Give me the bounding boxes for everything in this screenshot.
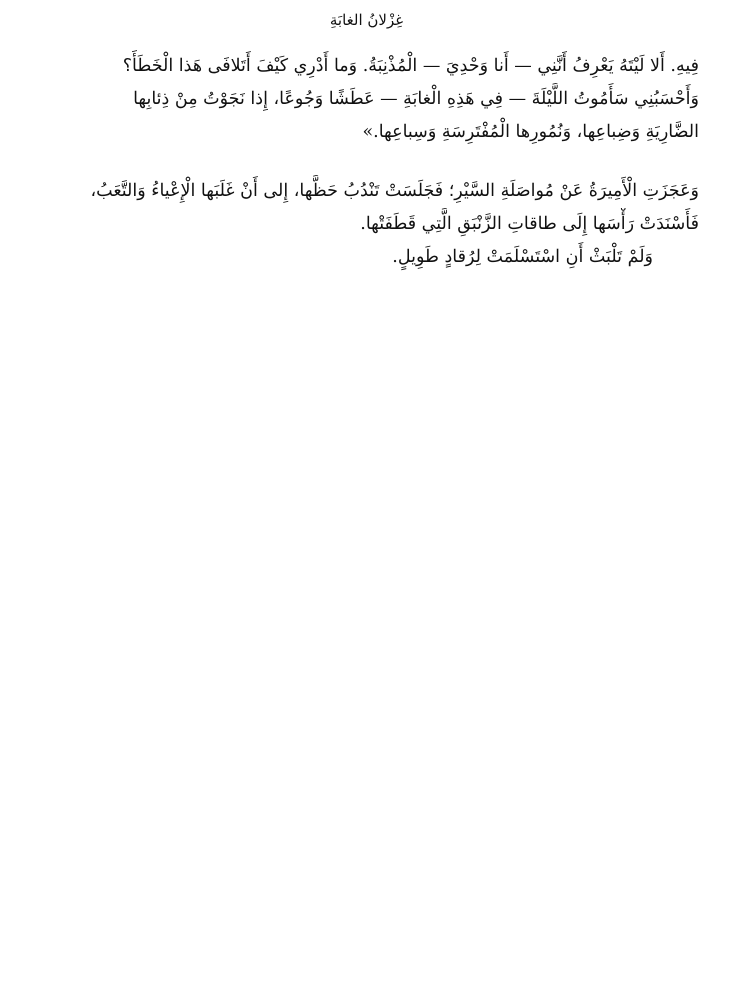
running-header-title: غِزْلانُ الغابَةِ [329, 11, 404, 29]
paragraph-1-line-1: فِيهِ. أَلا لَيْتَهُ يَعْرِفُ أَنَّنِي — أَنا وَحْدِيَ — الْمُذْنِبَةُ. وَما أَدْرِي كَيْفَ أَتَلافَى هَذا الْخَطَأَ؟ [122, 56, 699, 76]
paragraph-1 [39, 50, 699, 149]
paragraph-2-line-2: فَأَسْنَدَتْ رَأْسَها إِلَى طاقاتِ الزَّنْبَقِ الَّتِي قَطَفَتْها. [360, 214, 699, 234]
paragraph-2 [39, 175, 699, 274]
paragraph-1-line-3: الضَّارِيَةِ وَضِباعِها، وَنُمُورِها الْمُفْتَرِسَةِ وَسِباعِها.» [362, 122, 699, 142]
paragraph-1-line-2: وَأَحْسَبُنِي سَأَمُوتُ اللَّيْلَةَ — فِي هَذِهِ الْغابَةِ — عَطَشًا وَجُوعًا، إِذا نَجَوْتُ مِنْ ذِئابِها [133, 89, 699, 109]
story-body [39, 50, 699, 274]
paragraph-2-line-1: وَعَجَزَتِ الْأَمِيرَةُ عَنْ مُواصَلَةِ السَّيْرِ؛ فَجَلَسَتْ تَنْدُبُ حَظَّها، إِلى أَنْ غَلَبَها الْإِعْياءُ وَالتَّعَبُ، [90, 181, 699, 201]
paragraph-2-line-3: وَلَمْ تَلْبَثْ أَنِ اسْتَسْلَمَتْ لِرُقادٍ طَوِيلٍ. [392, 247, 653, 267]
